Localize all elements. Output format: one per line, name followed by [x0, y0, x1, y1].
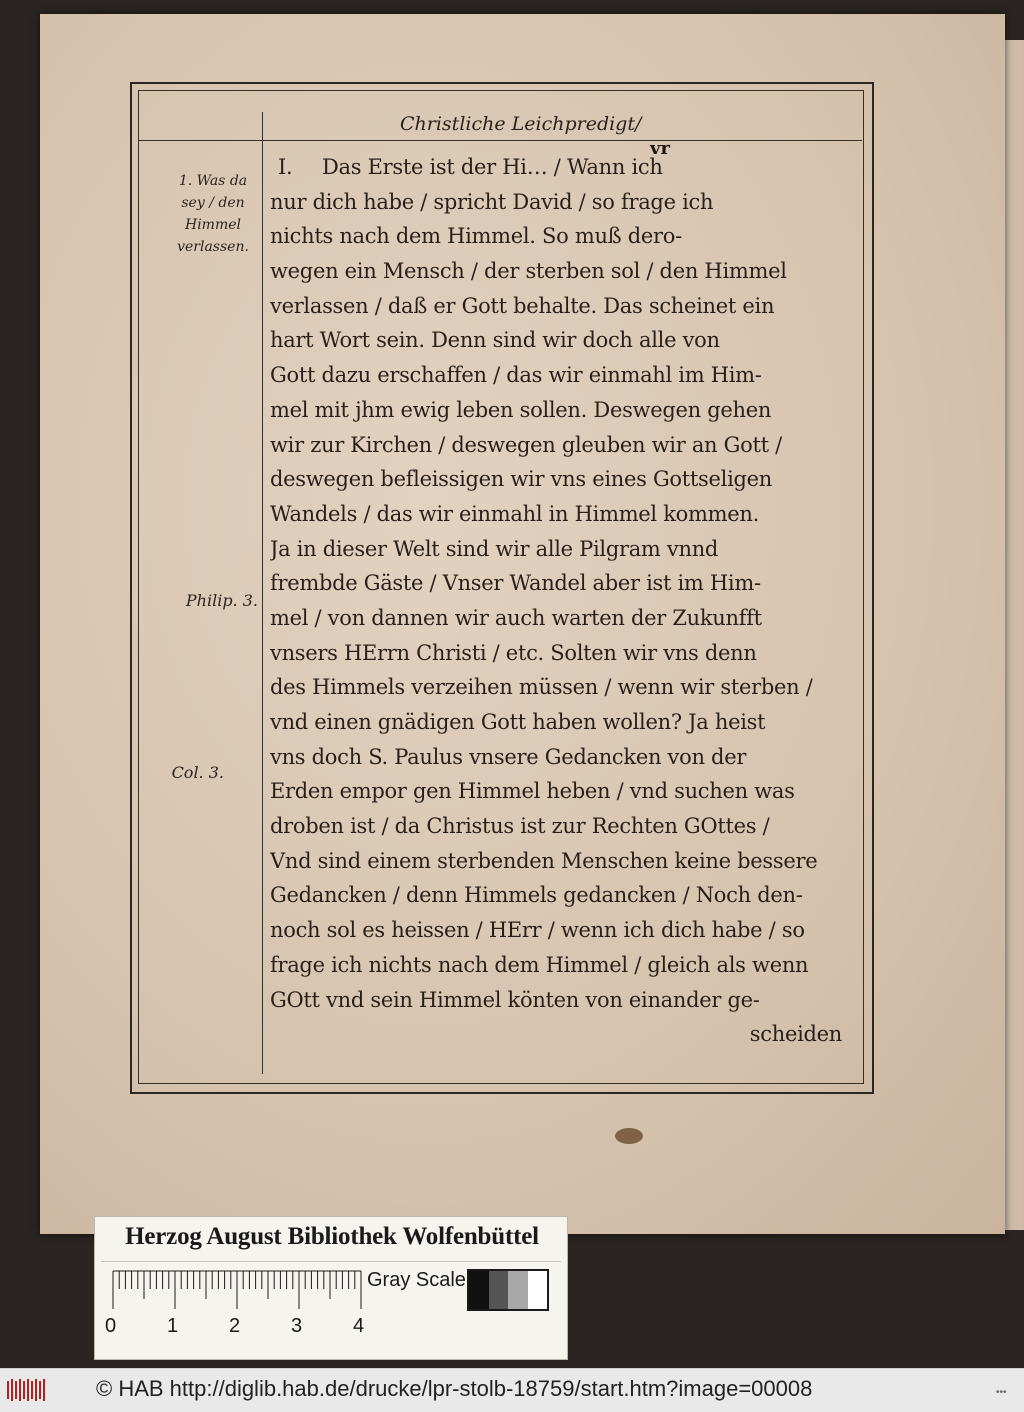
margin-note-philip: Philip. 3. [185, 591, 258, 610]
text-line: GOtt vnd sein Himmel könten von einander ge- [270, 987, 760, 1012]
swatch-black [469, 1271, 489, 1309]
gray-scale-label: Gray Scale [367, 1269, 466, 1291]
text-line: droben ist / da Christus ist zur Rechten GOttes / [270, 814, 770, 839]
header-rule [138, 140, 862, 141]
text-line: wegen ein Mensch / der sterben sol / den Himmel [270, 259, 787, 284]
ink-stain [615, 1128, 643, 1144]
text-line: vns doch S. Paulus vnsere Gedancken von der [270, 744, 747, 769]
text-line: frembde Gäste / Vnser Wandel aber ist im Him- [270, 571, 761, 596]
text-line: nur dich habe / spricht David / so frage ich [270, 189, 714, 214]
ruler-label: 4 [353, 1315, 365, 1337]
section-numeral: I. [278, 155, 293, 179]
gray-scale-swatches [467, 1269, 549, 1311]
margin-note-col: Col. 3. [171, 763, 224, 782]
text-line: frage ich nichts nach dem Himmel / gleich als wenn [270, 952, 809, 977]
text-line: mel / von dannen wir auch warten der Zukunfft [270, 605, 762, 630]
body-text [270, 150, 862, 1052]
text-line: verlassen / daß er Gott behalte. Das scheinet ein [270, 293, 775, 318]
color-reference-card [94, 1216, 568, 1360]
text-line: I. Das Erste ist der Hi… / Wann ich [270, 150, 862, 185]
permalink-link[interactable]: © HAB http://diglib.hab.de/drucke/lpr-stolb-18759/start.htm?image=00008 [96, 1376, 813, 1401]
margin-note-section-1: 1. Was da sey / den Himmel verlassen. [177, 173, 249, 255]
ruler-label: 1 [167, 1315, 179, 1337]
text-line: wir zur Kirchen / deswegen gleuben wir an Gott / [270, 432, 782, 457]
more-icon[interactable]: ••• [996, 1387, 1007, 1398]
text-line: Ja in dieser Welt sind wir alle Pilgram vnnd [270, 536, 719, 561]
ruler-label: 0 [105, 1315, 117, 1337]
swatch-dark-gray [489, 1271, 509, 1309]
swatch-light-gray [508, 1271, 528, 1309]
text-line: Vnd sind einem sterbenden Menschen keine bessere [270, 848, 818, 873]
text-line: vnsers HErrn Christi / etc. Solten wir vns denn [270, 640, 757, 665]
catchword-bottom: scheiden [749, 1022, 842, 1047]
text-line: Gott dazu erschaffen / das wir einmahl im Him- [270, 363, 762, 388]
hab-logo-icon [6, 1377, 46, 1403]
running-head: Christliche Leichpredigt/ [400, 113, 642, 135]
swatch-white [528, 1271, 548, 1309]
text-line: mel mit jhm ewig leben sollen. Deswegen gehen [270, 397, 772, 422]
ruler-label: 3 [291, 1315, 303, 1337]
text-line: Gedancken / denn Himmels gedancken / Noch den- [270, 883, 803, 908]
text-line: noch sol es heissen / HErr / wenn ich dich habe / so [270, 918, 805, 943]
text-line: deswegen befleissigen wir vns eines Gottseligen [270, 467, 772, 492]
viewer-footer [0, 1368, 1024, 1412]
text-line: vnd einen gnädigen Gott haben wollen? Ja heist [270, 710, 766, 734]
text-line: Wandels / das wir einmahl in Himmel kommen. [270, 501, 759, 526]
ruler-label: 2 [229, 1315, 241, 1337]
margin-rule [262, 112, 263, 1074]
catchword-top: vr [650, 138, 670, 159]
text-line: nichts nach dem Himmel. So muß dero- [270, 224, 682, 249]
card-divider [101, 1261, 561, 1262]
text-line: Erden empor gen Himmel heben / vnd suchen was [270, 779, 795, 804]
text-line: hart Wort sein. Denn sind wir doch alle von [270, 328, 720, 353]
text-line: des Himmels verzeihen müssen / wenn wir sterben / [270, 675, 813, 700]
library-name: Herzog August Bibliothek Wolfenbüttel [125, 1223, 539, 1250]
